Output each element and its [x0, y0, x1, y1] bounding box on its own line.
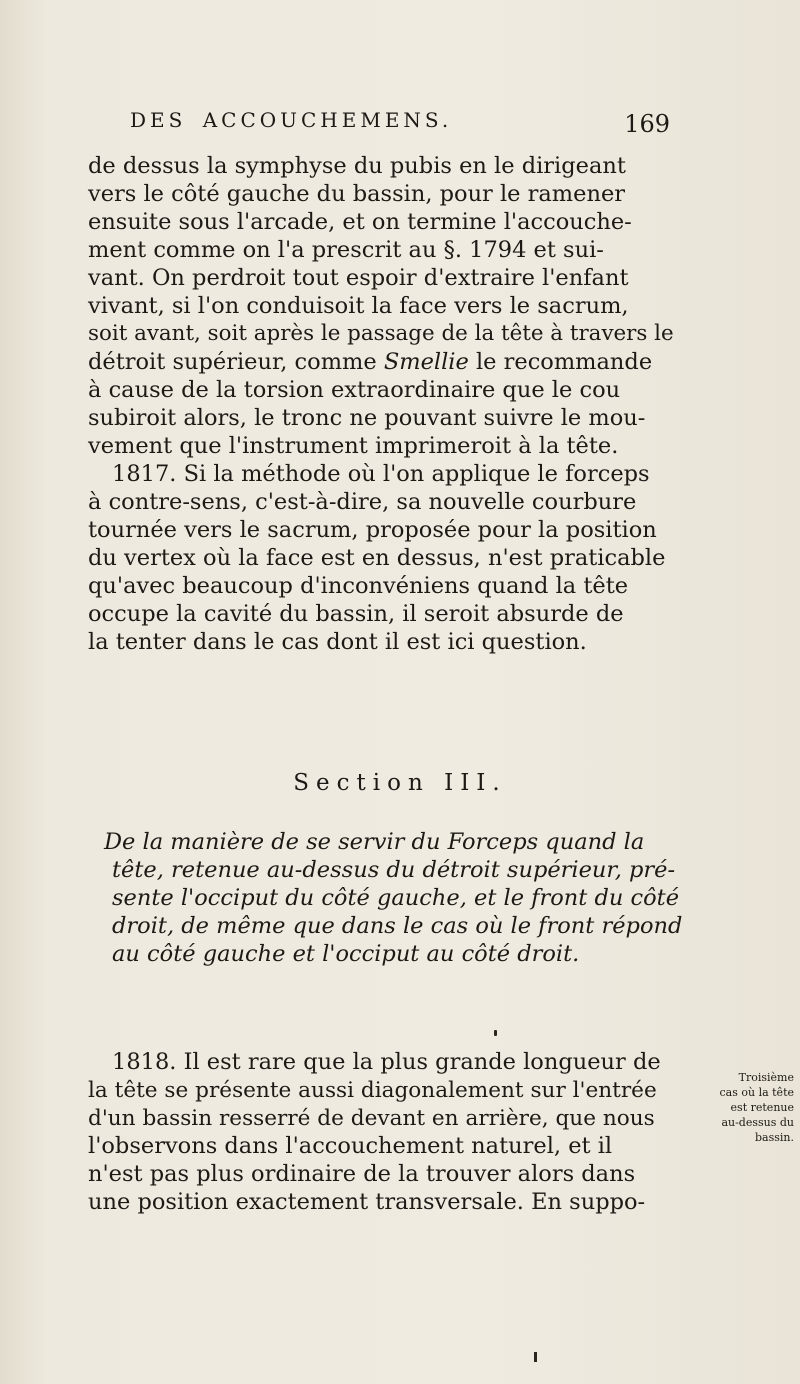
- running-head: DES ACCOUCHEMENS.: [130, 108, 453, 132]
- text-line: vivant, si l'on conduisoit la face vers le sacrum,: [88, 293, 629, 319]
- text-line: tournée vers le sacrum, proposée pour la position: [88, 517, 657, 543]
- text-line: détroit supérieur, comme Smellie le recommande: [88, 349, 653, 375]
- margin-note-line: bassin.: [755, 1131, 794, 1144]
- page-number: 169: [624, 110, 670, 138]
- text-line: à contre-sens, c'est-à-dire, sa nouvelle courbure: [88, 489, 637, 515]
- text-line: ensuite sous l'arcade, et on termine l'accouche-: [88, 209, 632, 235]
- text-line: qu'avec beaucoup d'inconvéniens quand la tête: [88, 573, 629, 599]
- paragraph-3: [88, 1048, 688, 1216]
- margin-note-line: cas où la tête: [719, 1086, 794, 1099]
- text-line: soit avant, soit après le passage de la tête à travers le: [88, 321, 674, 346]
- title-line: De la manière de se servir du Forceps quand la: [104, 829, 645, 855]
- text-line: à cause de la torsion extraordinaire que le cou: [88, 377, 621, 403]
- text-line: la tenter dans le cas dont il est ici question.: [88, 629, 587, 655]
- text-line: vement que l'instrument imprimeroit à la tête.: [88, 433, 619, 459]
- title-line: sente l'occiput du côté gauche, et le front du côté: [112, 885, 680, 911]
- margin-note-line: au-dessus du: [721, 1116, 794, 1129]
- text-line: n'est pas plus ordinaire de la trouver alors dans: [88, 1161, 636, 1187]
- paragraph-1: [88, 152, 688, 656]
- section-heading: Section III.: [293, 770, 507, 796]
- text-line: du vertex où la face est en dessus, n'est praticable: [88, 545, 666, 571]
- margin-note: [694, 1070, 794, 1145]
- page-header: [130, 108, 670, 148]
- text-line: vers le côté gauche du bassin, pour le ramener: [88, 181, 626, 207]
- title-line: droit, de même que dans le cas où le front répond: [112, 913, 683, 939]
- text-line: vant. On perdroit tout espoir d'extraire l'enfant: [88, 265, 629, 291]
- text-line: ment comme on l'a prescrit au §. 1794 et sui-: [88, 237, 604, 263]
- text-line: de dessus la symphyse du pubis en le dirigeant: [88, 153, 626, 179]
- text-line: subiroit alors, le tronc ne pouvant suivre le mou-: [88, 405, 646, 431]
- text-line: une position exactement transversale. En suppo-: [88, 1189, 646, 1215]
- ink-mark: [534, 1352, 537, 1362]
- text-line: d'un bassin resserré de devant en arrière, que nous: [88, 1106, 655, 1131]
- section-title: [104, 828, 712, 968]
- text-line: 1817. Si la méthode où l'on applique le forceps: [112, 461, 650, 487]
- margin-note-line: est retenue: [730, 1101, 794, 1114]
- title-line: au côté gauche et l'occiput au côté droit.: [112, 941, 580, 967]
- text-line: l'observons dans l'accouchement naturel, et il: [88, 1133, 613, 1159]
- divider-dot: [494, 1030, 497, 1036]
- text-line: 1818. Il est rare que la plus grande longueur de: [112, 1049, 661, 1075]
- title-line: tête, retenue au-dessus du détroit supérieur, pré-: [112, 857, 676, 883]
- text-line: occupe la cavité du bassin, il seroit absurde de: [88, 601, 624, 627]
- margin-note-line: Troisième: [738, 1071, 794, 1084]
- text-line: la tête se présente aussi diagonalement sur l'entrée: [88, 1078, 657, 1103]
